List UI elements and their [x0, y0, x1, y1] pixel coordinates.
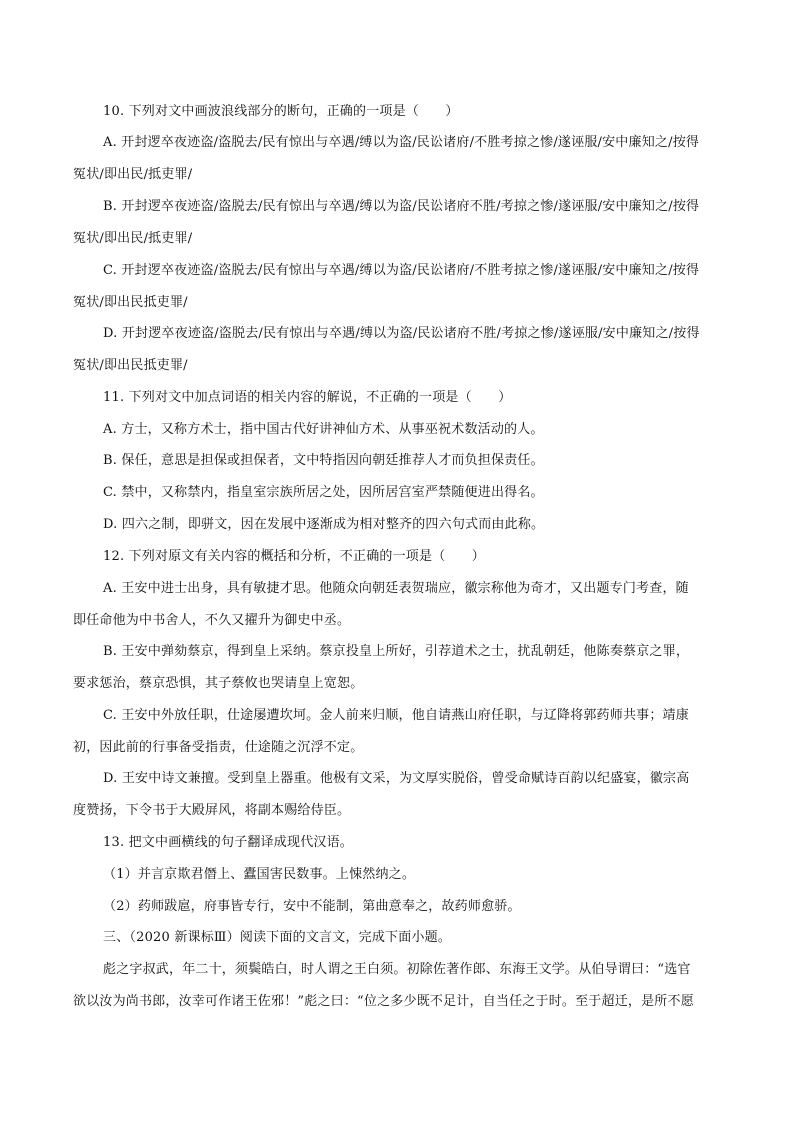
q10-stem: 10. 下列对文中画波浪线部分的断句，正确的一项是（ ）	[103, 104, 459, 119]
q12-option-d-cont: 度赞扬，下令书于大殿屏风，将副本赐给侍臣。	[73, 803, 351, 818]
q13-item-2: （2）药师跋扈，府事皆专行，安中不能制，第曲意奉之，故药师愈骄。	[103, 899, 521, 914]
q12-option-d: D. 王安中诗文兼擅。受到皇上器重。他极有文采，为文厚实脱俗，曾受命赋诗百韵以纪盛宴，徽宗高	[103, 771, 690, 786]
section-three-heading: 三、（2020 新课标Ⅲ）阅读下面的文言文，完成下面小题。	[103, 930, 452, 945]
q12-option-c-cont: 初，因此前的行事备受指责，仕途随之沉浮不定。	[73, 740, 364, 755]
q12-option-a-cont: 即任命他为中书舍人，不久又擢升为御史中丞。	[73, 613, 351, 628]
q10-option-a: A. 开封逻卒夜迹盗/盗脱去/民有惊出与卒遇/缚以为盗/民讼诸府/不胜考掠之惨/遂诬服/安中廉知之/按得	[103, 135, 700, 150]
q12-stem: 12. 下列对原文有关内容的概括和分析，不正确的一项是（ ）	[103, 549, 486, 564]
q13-stem: 13. 把文中画横线的句子翻译成现代汉语。	[103, 835, 354, 850]
q11-option-b: B. 保任，意思是担保或担保者，文中特指因向朝廷推荐人才而负担保责任。	[103, 453, 544, 468]
passage-line-1: 彪之字叔武，年二十，须鬓皓白，时人谓之王白须。初除佐著作郎、东海王文学。从伯导谓曰：“选官	[103, 962, 691, 977]
q13-item-1: （1）并言京欺君僭上、蠹国害民数事。上悚然纳之。	[103, 867, 416, 882]
q10-option-b-cont: 冤状/即出民/抵吏罪/	[73, 231, 193, 246]
q10-option-b: B. 开封逻卒夜迹盗/盗脱去/民有惊出与卒遇/缚以为盗/民讼诸府不胜/考掠之惨/遂诬服/安中廉知之/按得	[103, 199, 700, 214]
q10-option-c-cont: 冤状/即出民抵吏罪/	[73, 295, 188, 310]
q11-option-d: D. 四六之制，即骈文，因在发展中逐渐成为相对整齐的四六句式而由此称。	[103, 517, 545, 532]
q10-option-a-cont: 冤状/即出民/抵吏罪/	[73, 167, 193, 182]
passage-line-2: 欲以汝为尚书郎，汝幸可作诸王佐邪！”彪之曰：“位之多少既不足计，自当任之于时。至于超迁，是所不愿	[73, 994, 694, 1009]
q11-stem: 11. 下列对文中加点词语的相关内容的解说，不正确的一项是（ ）	[103, 390, 512, 405]
q10-option-d-cont: 冤状/即出民抵吏罪/	[73, 358, 188, 373]
q12-option-c: C. 王安中外放任职，仕途屡遭坎坷。金人前来归顺，他自请燕山府任职，与辽降将郭药师共事；靖康	[103, 708, 689, 723]
q11-option-a: A. 方士，又称方术士，指中国古代好讲神仙方术、从事巫祝术数活动的人。	[103, 422, 544, 437]
q11-option-c: C. 禁中，又称禁内，指皇室宗族所居之处，因所居宫室严禁随便进出得名。	[103, 485, 544, 500]
q12-option-a: A. 王安中进士出身，具有敏捷才思。他随众向朝廷表贺瑞应，徽宗称他为奇才，又出题专门考查，随	[103, 581, 689, 596]
q10-option-c: C. 开封逻卒夜迹盗/盗脱去/民有惊出与卒遇/缚以为盗/民讼诸府/不胜考掠之惨/遂诬服/安中廉知之/按得	[103, 263, 700, 278]
q12-option-b: B. 王安中弹劾蔡京，得到皇上采纳。蔡京投皇上所好，引荐道术之士，扰乱朝廷，他陈奏蔡京之罪，	[103, 644, 690, 659]
q12-option-b-cont: 要求惩治，蔡京恐惧，其子蔡攸也哭请皇上宽恕。	[73, 676, 364, 691]
q10-option-d: D. 开封逻卒夜迹盗/盗脱去/民有惊出与卒遇/缚以为盗/民讼诸府不胜/考掠之惨/遂诬服/安中廉知之/按得	[103, 326, 700, 341]
